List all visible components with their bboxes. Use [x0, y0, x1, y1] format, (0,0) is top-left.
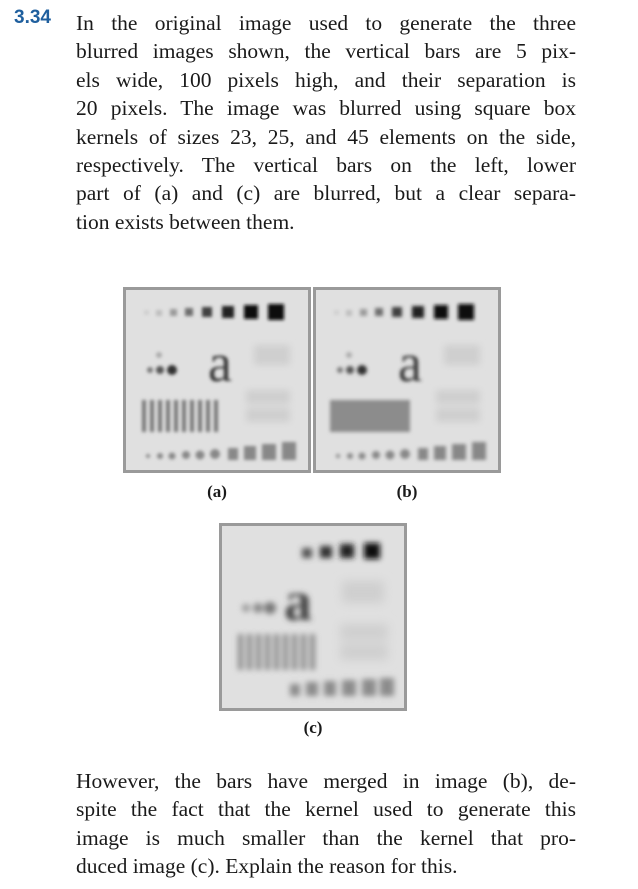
text-line: In the original image used to generate the three: [76, 11, 576, 35]
glyph-a: a: [208, 333, 232, 393]
text-line: duced image (c). Explain the reason for this.: [76, 854, 458, 879]
blurred-image-a-graphic: [126, 290, 308, 470]
glyph-b: a: [398, 333, 422, 393]
text-line: image is much smaller than the kernel that pro-: [76, 825, 576, 850]
blurred-image-b-graphic: [316, 290, 498, 470]
caption-c: (c): [303, 718, 323, 737]
text-line: respectively. The vertical bars on the left, lower: [76, 153, 576, 178]
problem-number: 3.34: [14, 7, 51, 28]
caption-b: (b): [396, 482, 418, 501]
text-line: spite the fact that the kernel used to generate this: [76, 797, 576, 822]
text-line: part of (a) and (c) are blurred, but a clear separa-: [76, 181, 576, 206]
blurred-image-a: [123, 287, 311, 473]
text-line: blurred images shown, the vertical bars are 5 pix-: [76, 39, 576, 64]
blurred-image-c: [219, 523, 407, 711]
glyph-c: a: [284, 571, 312, 633]
text-line: tion exists between them.: [76, 209, 295, 234]
blurred-image-b: [313, 287, 501, 473]
text-line: 20 pixels. The image was blurred using square box: [76, 96, 576, 121]
problem-paragraph-1: [76, 9, 576, 236]
text-line: kernels of sizes 23, 25, and 45 elements on the side,: [76, 124, 576, 149]
caption-a: (a): [207, 482, 227, 501]
blurred-image-c-graphic: [222, 526, 404, 708]
text-line: els wide, 100 pixels high, and their separation is: [76, 67, 576, 92]
problem-paragraph-2: [76, 767, 576, 881]
text-line: However, the bars have merged in image (b), de-: [76, 769, 576, 793]
